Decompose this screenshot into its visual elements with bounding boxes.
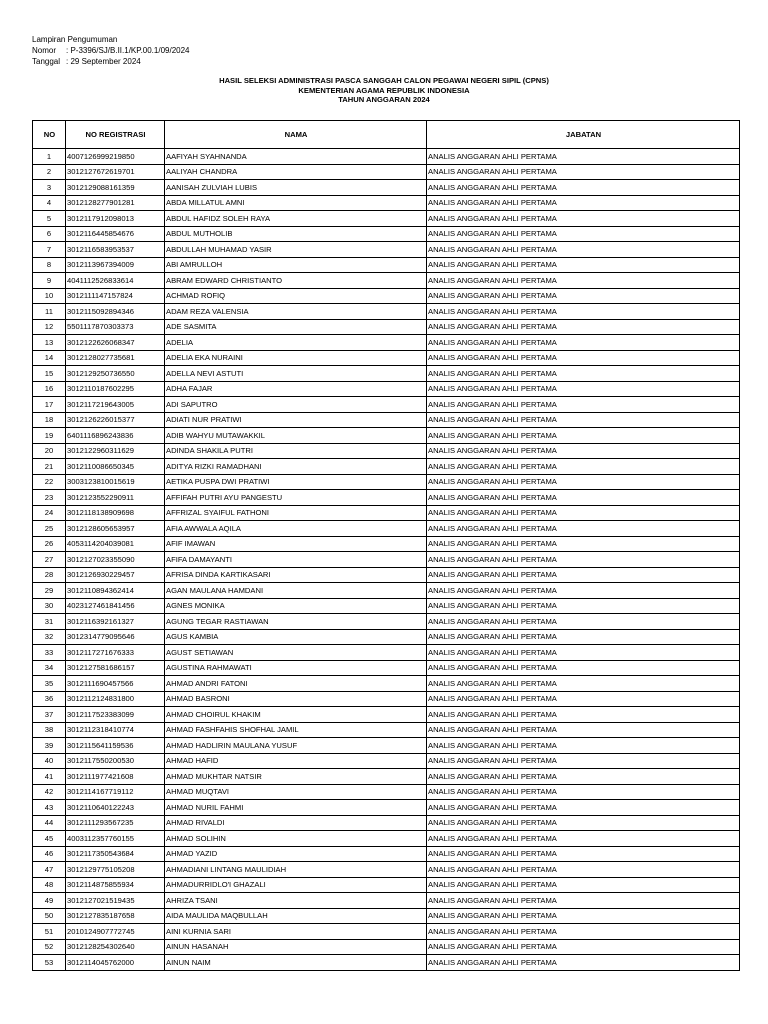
cell-jabatan: ANALIS ANGGARAN AHLI PERTAMA	[427, 831, 740, 847]
cell-jabatan: ANALIS ANGGARAN AHLI PERTAMA	[427, 645, 740, 661]
cell-jabatan: ANALIS ANGGARAN AHLI PERTAMA	[427, 862, 740, 878]
cell-no: 31	[33, 614, 66, 630]
table-row	[33, 474, 740, 490]
table-header-row	[33, 121, 740, 149]
cell-no: 42	[33, 784, 66, 800]
cell-no: 41	[33, 769, 66, 785]
table-row	[33, 722, 740, 738]
cell-registrasi: 3003123810015619	[66, 474, 165, 490]
cell-registrasi: 3012129250736550	[66, 366, 165, 382]
table-row	[33, 366, 740, 382]
table-row	[33, 676, 740, 692]
cell-nama: AFIA AWWALA AQILA	[165, 521, 427, 537]
column-header-nama: NAMA	[165, 121, 427, 149]
cell-registrasi: 3012118138909698	[66, 505, 165, 521]
cell-registrasi: 3012117550200530	[66, 753, 165, 769]
table-row	[33, 195, 740, 211]
table-row	[33, 846, 740, 862]
cell-no: 51	[33, 924, 66, 940]
cell-nama: AHMAD BASRONI	[165, 691, 427, 707]
cell-registrasi: 2010124907772745	[66, 924, 165, 940]
table-row	[33, 598, 740, 614]
table-row	[33, 583, 740, 599]
cell-jabatan: ANALIS ANGGARAN AHLI PERTAMA	[427, 443, 740, 459]
tanggal-line	[32, 56, 190, 67]
cell-jabatan: ANALIS ANGGARAN AHLI PERTAMA	[427, 660, 740, 676]
cell-no: 13	[33, 335, 66, 351]
cell-jabatan: ANALIS ANGGARAN AHLI PERTAMA	[427, 691, 740, 707]
cell-registrasi: 3012127021519435	[66, 893, 165, 909]
cell-no: 17	[33, 397, 66, 413]
cell-registrasi: 3012110086650345	[66, 459, 165, 475]
table-row	[33, 428, 740, 444]
cell-registrasi: 3012127835187658	[66, 908, 165, 924]
cell-jabatan: ANALIS ANGGARAN AHLI PERTAMA	[427, 939, 740, 955]
cell-registrasi: 3012116392161327	[66, 614, 165, 630]
cell-jabatan: ANALIS ANGGARAN AHLI PERTAMA	[427, 924, 740, 940]
cell-registrasi: 3012126930229457	[66, 567, 165, 583]
cell-jabatan: ANALIS ANGGARAN AHLI PERTAMA	[427, 242, 740, 258]
cell-jabatan: ANALIS ANGGARAN AHLI PERTAMA	[427, 614, 740, 630]
cell-jabatan: ANALIS ANGGARAN AHLI PERTAMA	[427, 490, 740, 506]
cell-registrasi: 4041112526833614	[66, 273, 165, 289]
cell-jabatan: ANALIS ANGGARAN AHLI PERTAMA	[427, 800, 740, 816]
table-row	[33, 164, 740, 180]
cell-nama: AETIKA PUSPA DWI PRATIWI	[165, 474, 427, 490]
cell-registrasi: 3012117219643005	[66, 397, 165, 413]
table-row	[33, 490, 740, 506]
cell-registrasi: 3012111977421608	[66, 769, 165, 785]
column-header-no: NO	[33, 121, 66, 149]
cell-jabatan: ANALIS ANGGARAN AHLI PERTAMA	[427, 722, 740, 738]
cell-jabatan: ANALIS ANGGARAN AHLI PERTAMA	[427, 598, 740, 614]
cell-nama: AHMAD YAZID	[165, 846, 427, 862]
cell-nama: ADHA FAJAR	[165, 381, 427, 397]
cell-jabatan: ANALIS ANGGARAN AHLI PERTAMA	[427, 350, 740, 366]
cell-nama: AAFIYAH SYAHNANDA	[165, 149, 427, 165]
cell-no: 1	[33, 149, 66, 165]
cell-nama: AGUSTINA RAHMAWATI	[165, 660, 427, 676]
cell-jabatan: ANALIS ANGGARAN AHLI PERTAMA	[427, 552, 740, 568]
cell-nama: ABRAM EDWARD CHRISTIANTO	[165, 273, 427, 289]
cell-nama: ADAM REZA VALENSIA	[165, 304, 427, 320]
cell-nama: AHMAD CHOIRUL KHAKIM	[165, 707, 427, 723]
cell-jabatan: ANALIS ANGGARAN AHLI PERTAMA	[427, 676, 740, 692]
cell-registrasi: 3012112124831800	[66, 691, 165, 707]
cell-registrasi: 4007126999219850	[66, 149, 165, 165]
cell-jabatan: ANALIS ANGGARAN AHLI PERTAMA	[427, 273, 740, 289]
cell-nama: AHMAD FASHFAHIS SHOFHAL JAMIL	[165, 722, 427, 738]
cell-registrasi: 5501117870303373	[66, 319, 165, 335]
title-line-2: KEMENTERIAN AGAMA REPUBLIK INDONESIA	[298, 85, 470, 95]
cell-jabatan: ANALIS ANGGARAN AHLI PERTAMA	[427, 335, 740, 351]
cell-no: 26	[33, 536, 66, 552]
cell-no: 28	[33, 567, 66, 583]
table-row	[33, 939, 740, 955]
cell-nama: AFRISA DINDA KARTIKASARI	[165, 567, 427, 583]
cell-no: 49	[33, 893, 66, 909]
table-row	[33, 211, 740, 227]
cell-no: 16	[33, 381, 66, 397]
cell-no: 30	[33, 598, 66, 614]
cell-no: 11	[33, 304, 66, 320]
title-line-1: HASIL SELEKSI ADMINISTRASI PASCA SANGGAH CALON PEGAWAI NEGERI SIPIL (CPNS)	[219, 76, 549, 85]
column-header-registrasi: NO REGISTRASI	[66, 121, 165, 149]
cell-jabatan: ANALIS ANGGARAN AHLI PERTAMA	[427, 908, 740, 924]
cell-no: 44	[33, 815, 66, 831]
cell-nama: AHMAD ANDRI FATONI	[165, 676, 427, 692]
cell-registrasi: 3012117523383099	[66, 707, 165, 723]
cell-no: 38	[33, 722, 66, 738]
table-row	[33, 629, 740, 645]
cell-no: 4	[33, 195, 66, 211]
cell-nama: AGAN MAULANA HAMDANI	[165, 583, 427, 599]
cell-nama: AHMAD RIVALDI	[165, 815, 427, 831]
cell-nama: ADELLA NEVI ASTUTI	[165, 366, 427, 382]
cell-jabatan: ANALIS ANGGARAN AHLI PERTAMA	[427, 474, 740, 490]
table-row	[33, 645, 740, 661]
cell-no: 32	[33, 629, 66, 645]
cell-nama: AHMADURRIDLO'I GHAZALI	[165, 877, 427, 893]
tanggal-label: Tanggal	[32, 57, 61, 66]
cell-nama: ABDUL HAFIDZ SOLEH RAYA	[165, 211, 427, 227]
cell-registrasi: 3012128277901281	[66, 195, 165, 211]
cell-nama: AHMADIANI LINTANG MAULIDIAH	[165, 862, 427, 878]
table-row	[33, 908, 740, 924]
cell-no: 46	[33, 846, 66, 862]
tanggal-value: : 29 September 2024	[66, 57, 141, 66]
nomor-value: : P-3396/SJ/B.II.1/KP.00.1/09/2024	[66, 46, 190, 55]
title-line-3: TAHUN ANGGARAN 2024	[338, 95, 430, 105]
cell-registrasi: 3012110894362414	[66, 583, 165, 599]
table-row	[33, 304, 740, 320]
table-row	[33, 753, 740, 769]
cell-no: 52	[33, 939, 66, 955]
document-title	[0, 76, 768, 105]
table-row	[33, 257, 740, 273]
table-row	[33, 149, 740, 165]
cell-no: 50	[33, 908, 66, 924]
cell-jabatan: ANALIS ANGGARAN AHLI PERTAMA	[427, 459, 740, 475]
cell-jabatan: ANALIS ANGGARAN AHLI PERTAMA	[427, 257, 740, 273]
cell-nama: AHMAD HADLIRIN MAULANA YUSUF	[165, 738, 427, 754]
cell-nama: AINI KURNIA SARI	[165, 924, 427, 940]
table-row	[33, 660, 740, 676]
cell-nama: AINUN NAIM	[165, 955, 427, 971]
cell-registrasi: 3012114875855934	[66, 877, 165, 893]
cell-registrasi: 3012128254302640	[66, 939, 165, 955]
cell-nama: ACHMAD ROFIQ	[165, 288, 427, 304]
cell-registrasi: 3012128027735681	[66, 350, 165, 366]
cell-registrasi: 4053114204039081	[66, 536, 165, 552]
cell-nama: AIDA MAULIDA MAQBULLAH	[165, 908, 427, 924]
cell-registrasi: 3012129775105208	[66, 862, 165, 878]
cell-nama: ABDULLAH MUHAMAD YASIR	[165, 242, 427, 258]
cell-nama: AGUS KAMBIA	[165, 629, 427, 645]
cell-jabatan: ANALIS ANGGARAN AHLI PERTAMA	[427, 955, 740, 971]
cell-jabatan: ANALIS ANGGARAN AHLI PERTAMA	[427, 288, 740, 304]
table-row	[33, 877, 740, 893]
cell-nama: AHMAD SOLIHIN	[165, 831, 427, 847]
cell-nama: AGUST SETIAWAN	[165, 645, 427, 661]
cell-registrasi: 3012116583953537	[66, 242, 165, 258]
cell-no: 10	[33, 288, 66, 304]
cell-registrasi: 3012126226015377	[66, 412, 165, 428]
cell-registrasi: 3012314779095646	[66, 629, 165, 645]
cell-jabatan: ANALIS ANGGARAN AHLI PERTAMA	[427, 428, 740, 444]
cell-registrasi: 3012129088161359	[66, 180, 165, 196]
cell-nama: ADIATI NUR PRATIWI	[165, 412, 427, 428]
cell-no: 29	[33, 583, 66, 599]
cell-registrasi: 4023127461841456	[66, 598, 165, 614]
table-row	[33, 567, 740, 583]
table-row	[33, 815, 740, 831]
cell-registrasi: 3012117271676333	[66, 645, 165, 661]
cell-nama: AHMAD HAFID	[165, 753, 427, 769]
cell-jabatan: ANALIS ANGGARAN AHLI PERTAMA	[427, 536, 740, 552]
cell-no: 45	[33, 831, 66, 847]
cell-no: 34	[33, 660, 66, 676]
cell-nama: AFIFA DAMAYANTI	[165, 552, 427, 568]
cell-jabatan: ANALIS ANGGARAN AHLI PERTAMA	[427, 397, 740, 413]
cell-nama: AFFRIZAL SYAIFUL FATHONI	[165, 505, 427, 521]
cell-nama: ADE SASMITA	[165, 319, 427, 335]
cell-no: 43	[33, 800, 66, 816]
table-row	[33, 893, 740, 909]
nomor-line	[32, 45, 190, 56]
cell-no: 9	[33, 273, 66, 289]
table-row	[33, 769, 740, 785]
nomor-label: Nomor	[32, 46, 57, 55]
cell-jabatan: ANALIS ANGGARAN AHLI PERTAMA	[427, 366, 740, 382]
table-row	[33, 180, 740, 196]
cell-jabatan: ANALIS ANGGARAN AHLI PERTAMA	[427, 753, 740, 769]
cell-registrasi: 3012113967394009	[66, 257, 165, 273]
table-row	[33, 614, 740, 630]
lampiran-line: Lampiran Pengumuman	[32, 35, 118, 44]
cell-no: 48	[33, 877, 66, 893]
cell-no: 39	[33, 738, 66, 754]
cell-no: 12	[33, 319, 66, 335]
cell-no: 3	[33, 180, 66, 196]
cell-jabatan: ANALIS ANGGARAN AHLI PERTAMA	[427, 707, 740, 723]
cell-nama: ADIB WAHYU MUTAWAKKIL	[165, 428, 427, 444]
cell-nama: ADINDA SHAKILA PUTRI	[165, 443, 427, 459]
cell-no: 37	[33, 707, 66, 723]
cell-no: 25	[33, 521, 66, 537]
cell-nama: ADI SAPUTRO	[165, 397, 427, 413]
cell-no: 47	[33, 862, 66, 878]
cell-nama: AFIF IMAWAN	[165, 536, 427, 552]
table-row	[33, 288, 740, 304]
cell-no: 22	[33, 474, 66, 490]
table-row	[33, 335, 740, 351]
cell-registrasi: 3012117912098013	[66, 211, 165, 227]
cell-jabatan: ANALIS ANGGARAN AHLI PERTAMA	[427, 211, 740, 227]
cell-registrasi: 3012127581686157	[66, 660, 165, 676]
cell-no: 53	[33, 955, 66, 971]
table-row	[33, 397, 740, 413]
cell-no: 27	[33, 552, 66, 568]
cell-jabatan: ANALIS ANGGARAN AHLI PERTAMA	[427, 195, 740, 211]
cell-nama: ABDA MILLATUL AMNI	[165, 195, 427, 211]
table-row	[33, 350, 740, 366]
cell-no: 23	[33, 490, 66, 506]
table-row	[33, 707, 740, 723]
cell-nama: ABDUL MUTHOLIB	[165, 226, 427, 242]
cell-no: 20	[33, 443, 66, 459]
cell-registrasi: 6401116896243836	[66, 428, 165, 444]
cell-registrasi: 4003112357760155	[66, 831, 165, 847]
table-row	[33, 412, 740, 428]
cell-no: 8	[33, 257, 66, 273]
cell-nama: ADELIA EKA NURAINI	[165, 350, 427, 366]
table-row	[33, 691, 740, 707]
cell-jabatan: ANALIS ANGGARAN AHLI PERTAMA	[427, 149, 740, 165]
table-row	[33, 459, 740, 475]
table-row	[33, 443, 740, 459]
cell-registrasi: 3012111690457566	[66, 676, 165, 692]
cell-registrasi: 3012110187602295	[66, 381, 165, 397]
column-header-jabatan: JABATAN	[427, 121, 740, 149]
cell-jabatan: ANALIS ANGGARAN AHLI PERTAMA	[427, 412, 740, 428]
cell-registrasi: 3012123552290911	[66, 490, 165, 506]
cell-jabatan: ANALIS ANGGARAN AHLI PERTAMA	[427, 877, 740, 893]
table-row	[33, 955, 740, 971]
cell-no: 35	[33, 676, 66, 692]
cell-no: 18	[33, 412, 66, 428]
cell-registrasi: 3012112318410774	[66, 722, 165, 738]
cell-jabatan: ANALIS ANGGARAN AHLI PERTAMA	[427, 521, 740, 537]
cell-jabatan: ANALIS ANGGARAN AHLI PERTAMA	[427, 784, 740, 800]
table-row	[33, 273, 740, 289]
cell-registrasi: 3012111147157824	[66, 288, 165, 304]
cell-jabatan: ANALIS ANGGARAN AHLI PERTAMA	[427, 567, 740, 583]
cell-jabatan: ANALIS ANGGARAN AHLI PERTAMA	[427, 319, 740, 335]
cell-registrasi: 3012122960311629	[66, 443, 165, 459]
cell-jabatan: ANALIS ANGGARAN AHLI PERTAMA	[427, 226, 740, 242]
table-row	[33, 242, 740, 258]
cell-no: 40	[33, 753, 66, 769]
cell-nama: AFFIFAH PUTRI AYU PANGESTU	[165, 490, 427, 506]
cell-registrasi: 3012114045762000	[66, 955, 165, 971]
cell-registrasi: 3012127672619701	[66, 164, 165, 180]
cell-jabatan: ANALIS ANGGARAN AHLI PERTAMA	[427, 815, 740, 831]
cell-nama: AGUNG TEGAR RASTIAWAN	[165, 614, 427, 630]
cell-jabatan: ANALIS ANGGARAN AHLI PERTAMA	[427, 304, 740, 320]
table-row	[33, 800, 740, 816]
cell-no: 15	[33, 366, 66, 382]
cell-jabatan: ANALIS ANGGARAN AHLI PERTAMA	[427, 769, 740, 785]
table-body	[33, 149, 740, 971]
document-header	[32, 34, 190, 67]
table-row	[33, 319, 740, 335]
cell-jabatan: ANALIS ANGGARAN AHLI PERTAMA	[427, 505, 740, 521]
cell-jabatan: ANALIS ANGGARAN AHLI PERTAMA	[427, 583, 740, 599]
cell-registrasi: 3012115641159536	[66, 738, 165, 754]
cell-jabatan: ANALIS ANGGARAN AHLI PERTAMA	[427, 381, 740, 397]
cell-jabatan: ANALIS ANGGARAN AHLI PERTAMA	[427, 164, 740, 180]
cell-no: 2	[33, 164, 66, 180]
cell-nama: AANISAH ZULVIAH LUBIS	[165, 180, 427, 196]
table-row	[33, 831, 740, 847]
cell-nama: ABI AMRULLOH	[165, 257, 427, 273]
cell-jabatan: ANALIS ANGGARAN AHLI PERTAMA	[427, 738, 740, 754]
cell-registrasi: 3012114167719112	[66, 784, 165, 800]
table-row	[33, 924, 740, 940]
cell-registrasi: 3012122626068347	[66, 335, 165, 351]
cell-nama: AINUN HASANAH	[165, 939, 427, 955]
cell-registrasi: 3012110640122243	[66, 800, 165, 816]
cell-registrasi: 3012128605653957	[66, 521, 165, 537]
cell-registrasi: 3012111293567235	[66, 815, 165, 831]
table-row	[33, 536, 740, 552]
cell-no: 21	[33, 459, 66, 475]
cell-no: 5	[33, 211, 66, 227]
cell-jabatan: ANALIS ANGGARAN AHLI PERTAMA	[427, 180, 740, 196]
cell-nama: AHMAD MUKHTAR NATSIR	[165, 769, 427, 785]
cell-nama: ADELIA	[165, 335, 427, 351]
table-row	[33, 381, 740, 397]
cell-nama: ADITYA RIZKI RAMADHANI	[165, 459, 427, 475]
cell-jabatan: ANALIS ANGGARAN AHLI PERTAMA	[427, 846, 740, 862]
cell-jabatan: ANALIS ANGGARAN AHLI PERTAMA	[427, 893, 740, 909]
table-row	[33, 521, 740, 537]
cell-nama: AHRIZA TSANI	[165, 893, 427, 909]
results-table	[32, 120, 740, 971]
table-row	[33, 738, 740, 754]
cell-no: 19	[33, 428, 66, 444]
cell-registrasi: 3012117350543684	[66, 846, 165, 862]
cell-nama: AHMAD MUQTAVI	[165, 784, 427, 800]
cell-registrasi: 3012115092894346	[66, 304, 165, 320]
table-row	[33, 784, 740, 800]
table-row	[33, 552, 740, 568]
cell-no: 36	[33, 691, 66, 707]
cell-no: 33	[33, 645, 66, 661]
cell-no: 24	[33, 505, 66, 521]
cell-no: 6	[33, 226, 66, 242]
table-row	[33, 226, 740, 242]
table-row	[33, 505, 740, 521]
cell-nama: AHMAD NURIL FAHMI	[165, 800, 427, 816]
cell-registrasi: 3012127023355090	[66, 552, 165, 568]
cell-no: 7	[33, 242, 66, 258]
table-row	[33, 862, 740, 878]
cell-registrasi: 3012116445854676	[66, 226, 165, 242]
cell-nama: AGNES MONIKA	[165, 598, 427, 614]
cell-no: 14	[33, 350, 66, 366]
cell-nama: AALIYAH CHANDRA	[165, 164, 427, 180]
cell-jabatan: ANALIS ANGGARAN AHLI PERTAMA	[427, 629, 740, 645]
